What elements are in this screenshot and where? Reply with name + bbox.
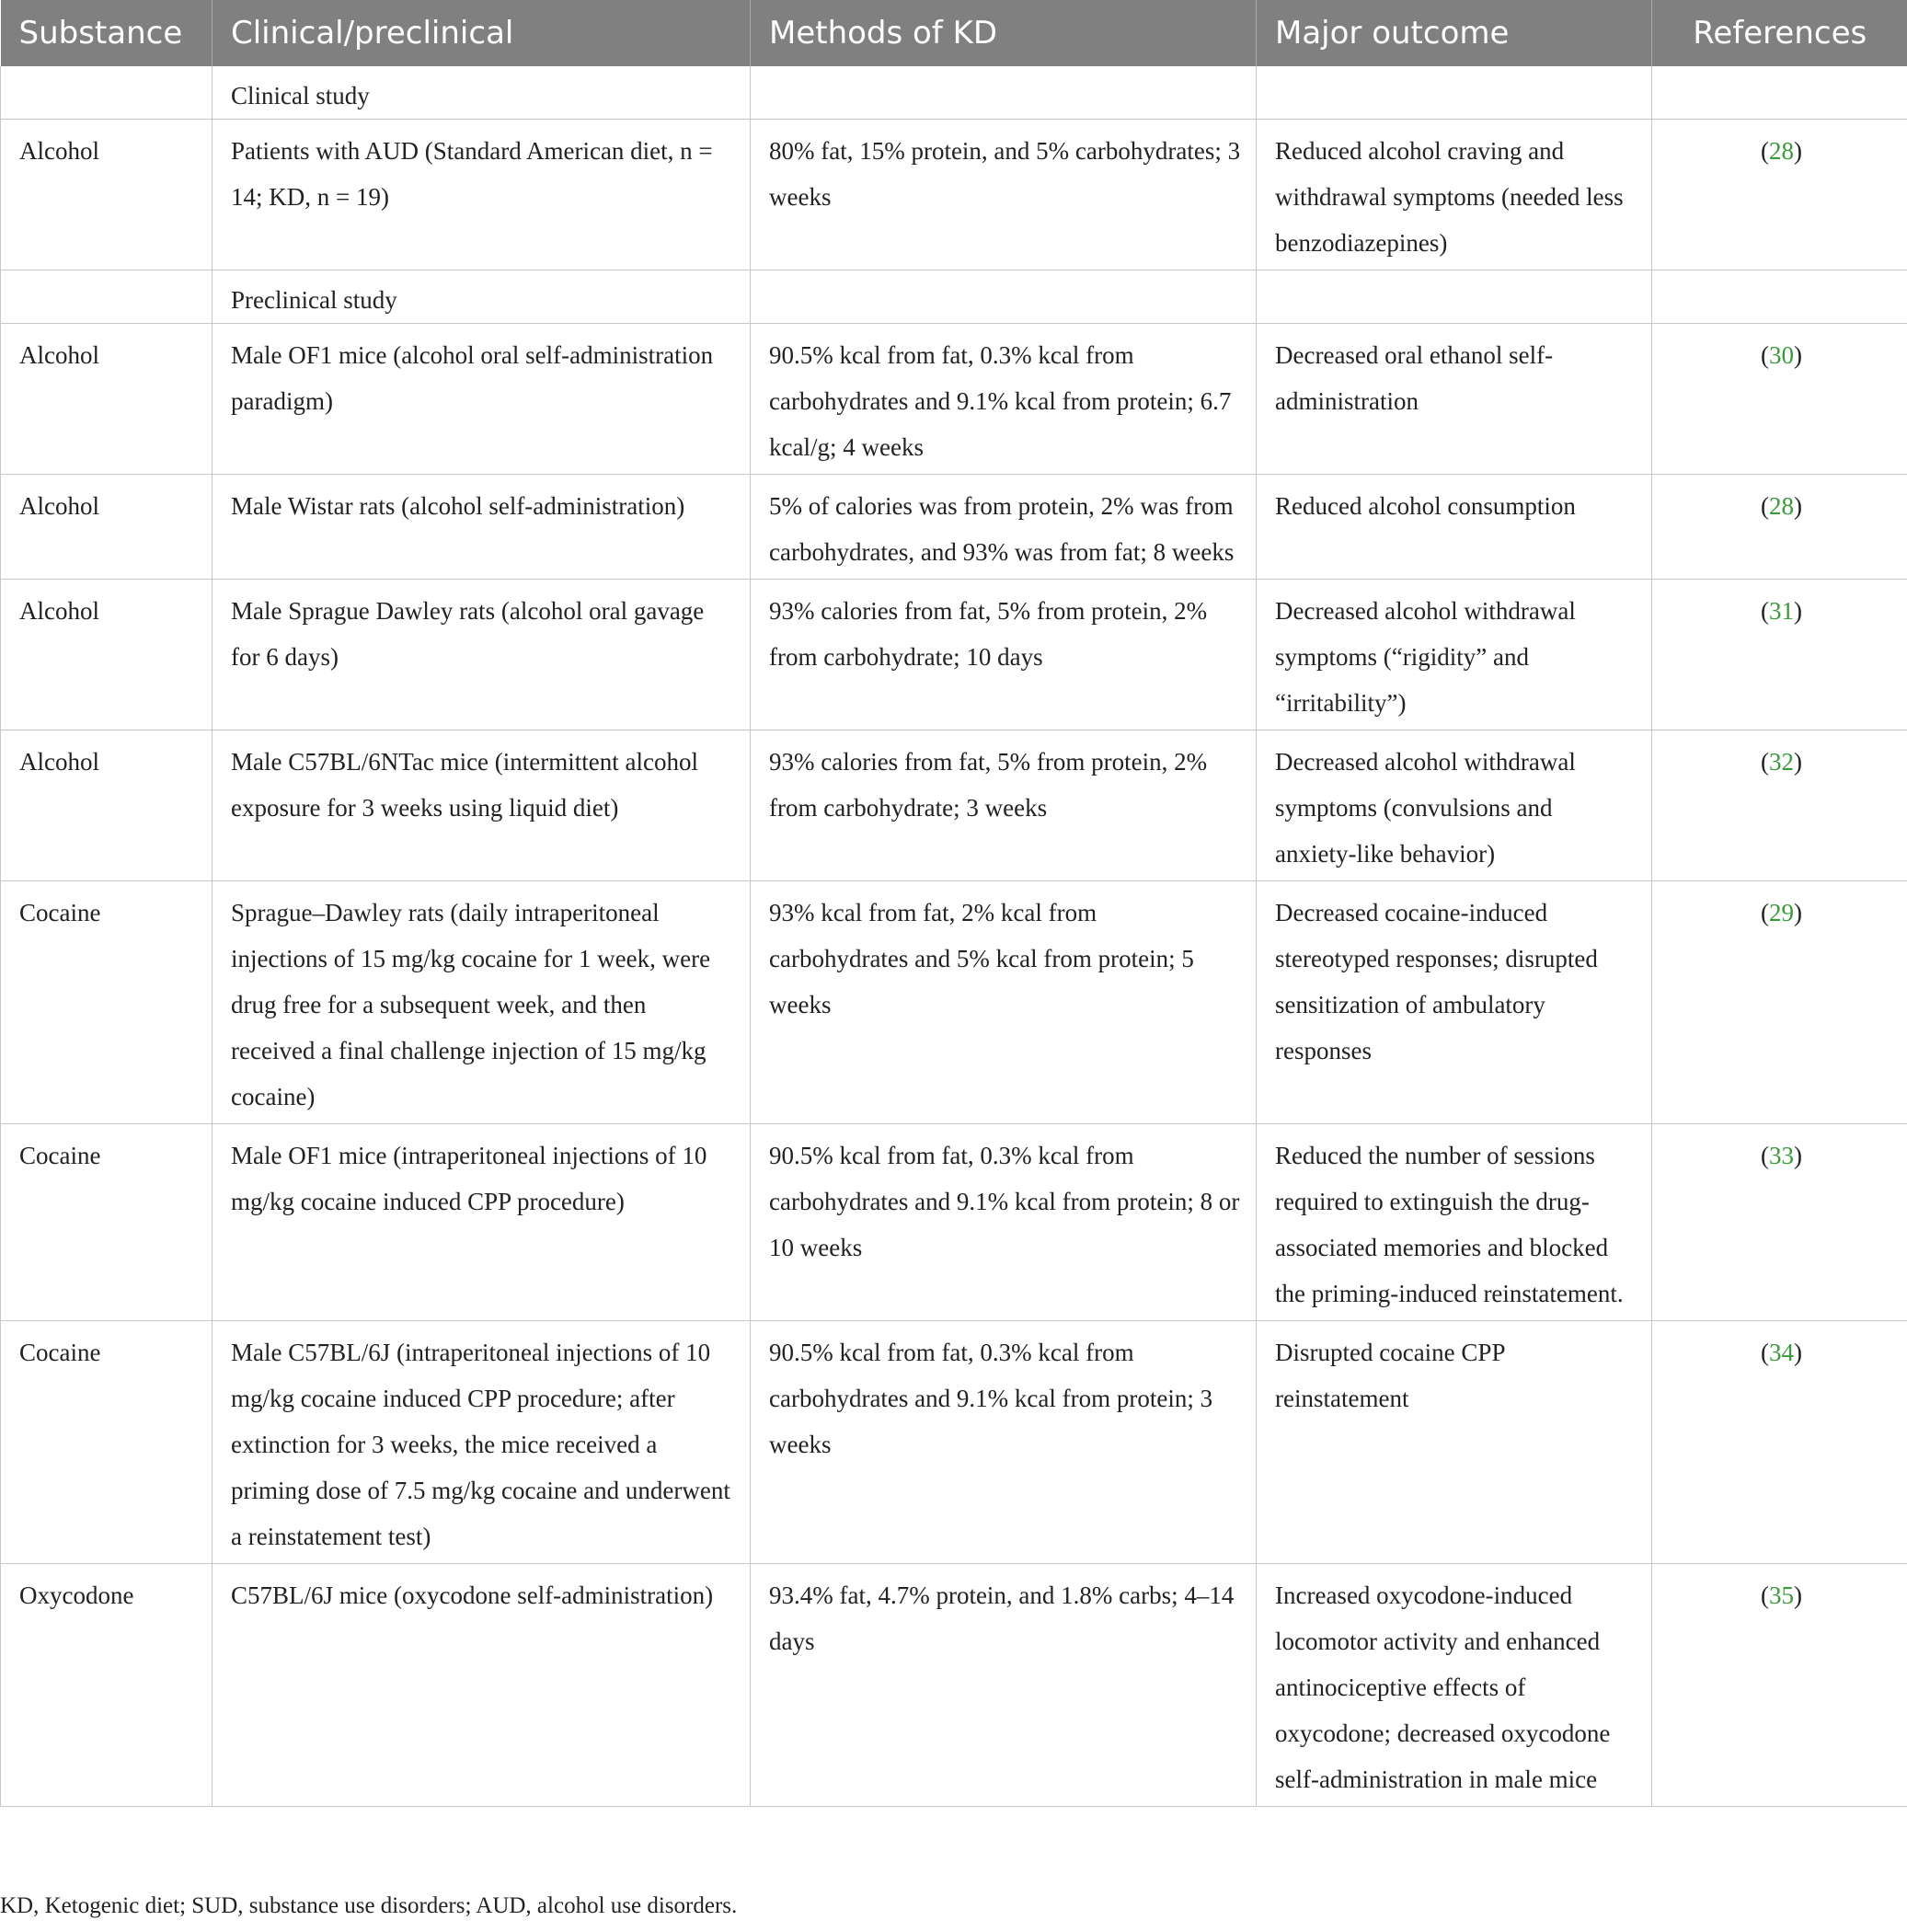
table-row bbox=[1, 324, 1907, 475]
methods-cell: 5% of calories was from protein, 2% was from carbohydrates, and 93% was from fat; 8 weeks bbox=[751, 475, 1257, 580]
methods-cell: 90.5% kcal from fat, 0.3% kcal from carbohydrates and 9.1% kcal from protein; 3 weeks bbox=[751, 1321, 1257, 1564]
study-cell: Male OF1 mice (intraperitoneal injections of 10 mg/kg cocaine induced CPP procedure) bbox=[213, 1124, 751, 1321]
header-clinical-preclinical: Clinical/preclinical bbox=[213, 0, 751, 66]
section-cell bbox=[1, 66, 213, 120]
header-major-outcome: Major outcome bbox=[1257, 0, 1652, 66]
section-cell bbox=[751, 66, 1257, 120]
section-cell bbox=[751, 270, 1257, 324]
table-row bbox=[1, 120, 1907, 270]
outcome-cell: Disrupted cocaine CPP reinstatement bbox=[1257, 1321, 1652, 1564]
header-substance: Substance bbox=[1, 0, 213, 66]
reference-link[interactable]: 35 bbox=[1769, 1581, 1794, 1609]
reference-cell: (30) bbox=[1652, 324, 1907, 475]
methods-cell: 93.4% fat, 4.7% protein, and 1.8% carbs; 4–14 days bbox=[751, 1564, 1257, 1807]
outcome-cell: Increased oxycodone-induced locomotor activity and enhanced antinociceptive effects of oxycodone; decreased oxycodone self-administration in male mice bbox=[1257, 1564, 1652, 1807]
section-cell bbox=[1652, 66, 1907, 120]
outcome-cell: Reduced alcohol consumption bbox=[1257, 475, 1652, 580]
table-footnote: KD, Ketogenic diet; SUD, substance use disorders; AUD, alcohol use disorders. bbox=[0, 1893, 738, 1918]
methods-cell: 93% kcal from fat, 2% kcal from carbohydrates and 5% kcal from protein; 5 weeks bbox=[751, 881, 1257, 1124]
section-label-preclinical: Preclinical study bbox=[213, 270, 751, 324]
study-cell: C57BL/6J mice (oxycodone self-administration) bbox=[213, 1564, 751, 1807]
outcome-cell: Decreased alcohol withdrawal symptoms (“rigidity” and “irritability”) bbox=[1257, 580, 1652, 730]
outcome-cell: Decreased oral ethanol self-administration bbox=[1257, 324, 1652, 475]
methods-cell: 90.5% kcal from fat, 0.3% kcal from carbohydrates and 9.1% kcal from protein; 6.7 kcal/g; 4 weeks bbox=[751, 324, 1257, 475]
substance-cell: Alcohol bbox=[1, 324, 213, 475]
reference-cell: (34) bbox=[1652, 1321, 1907, 1564]
reference-link[interactable]: 33 bbox=[1769, 1142, 1794, 1169]
table-row bbox=[1, 1564, 1907, 1807]
methods-cell: 93% calories from fat, 5% from protein, 2% from carbohydrate; 3 weeks bbox=[751, 730, 1257, 881]
section-cell bbox=[1257, 66, 1652, 120]
table-header-row bbox=[1, 0, 1907, 66]
substance-cell: Alcohol bbox=[1, 730, 213, 881]
substance-cell: Alcohol bbox=[1, 580, 213, 730]
reference-link[interactable]: 31 bbox=[1769, 597, 1794, 625]
reference-link[interactable]: 28 bbox=[1769, 137, 1794, 165]
reference-link[interactable]: 28 bbox=[1769, 492, 1794, 520]
reference-link[interactable]: 30 bbox=[1769, 341, 1794, 369]
section-row-preclinical bbox=[1, 270, 1907, 324]
table-row bbox=[1, 881, 1907, 1124]
section-label-clinical: Clinical study bbox=[213, 66, 751, 120]
methods-cell: 90.5% kcal from fat, 0.3% kcal from carbohydrates and 9.1% kcal from protein; 8 or 10 weeks bbox=[751, 1124, 1257, 1321]
reference-cell: (28) bbox=[1652, 120, 1907, 270]
substance-cell: Alcohol bbox=[1, 120, 213, 270]
section-cell bbox=[1257, 270, 1652, 324]
substance-cell: Oxycodone bbox=[1, 1564, 213, 1807]
reference-link[interactable]: 32 bbox=[1769, 748, 1794, 776]
table-row bbox=[1, 1321, 1907, 1564]
header-methods-of-kd: Methods of KD bbox=[751, 0, 1257, 66]
outcome-cell: Reduced alcohol craving and withdrawal symptoms (needed less benzodiazepines) bbox=[1257, 120, 1652, 270]
reference-cell: (28) bbox=[1652, 475, 1907, 580]
table-row bbox=[1, 580, 1907, 730]
table-row bbox=[1, 730, 1907, 881]
methods-cell: 80% fat, 15% protein, and 5% carbohydrates; 3 weeks bbox=[751, 120, 1257, 270]
reference-cell: (29) bbox=[1652, 881, 1907, 1124]
study-cell: Male Wistar rats (alcohol self-administration) bbox=[213, 475, 751, 580]
study-cell: Male C57BL/6J (intraperitoneal injections of 10 mg/kg cocaine induced CPP procedure; after extinction for 3 weeks, the mice received a priming dose of 7.5 mg/kg cocaine and underwent a reinstatement test) bbox=[213, 1321, 751, 1564]
reference-link[interactable]: 34 bbox=[1769, 1339, 1794, 1366]
table-row bbox=[1, 1124, 1907, 1321]
study-cell: Sprague–Dawley rats (daily intraperitoneal injections of 15 mg/kg cocaine for 1 week, were drug free for a subsequent week, and then received a final challenge injection of 15 mg/kg cocaine) bbox=[213, 881, 751, 1124]
study-cell: Patients with AUD (Standard American diet, n = 14; KD, n = 19) bbox=[213, 120, 751, 270]
methods-cell: 93% calories from fat, 5% from protein, 2% from carbohydrate; 10 days bbox=[751, 580, 1257, 730]
outcome-cell: Reduced the number of sessions required to extinguish the drug-associated memories and blocked the priming-induced reinstatement. bbox=[1257, 1124, 1652, 1321]
study-cell: Male Sprague Dawley rats (alcohol oral gavage for 6 days) bbox=[213, 580, 751, 730]
substance-cell: Alcohol bbox=[1, 475, 213, 580]
table-row bbox=[1, 475, 1907, 580]
section-cell bbox=[1652, 270, 1907, 324]
substance-cell: Cocaine bbox=[1, 1124, 213, 1321]
outcome-cell: Decreased alcohol withdrawal symptoms (convulsions and anxiety-like behavior) bbox=[1257, 730, 1652, 881]
outcome-cell: Decreased cocaine-induced stereotyped responses; disrupted sensitization of ambulatory responses bbox=[1257, 881, 1652, 1124]
section-row-clinical bbox=[1, 66, 1907, 120]
substance-cell: Cocaine bbox=[1, 881, 213, 1124]
study-cell: Male OF1 mice (alcohol oral self-administration paradigm) bbox=[213, 324, 751, 475]
reference-cell: (32) bbox=[1652, 730, 1907, 881]
study-cell: Male C57BL/6NTac mice (intermittent alcohol exposure for 3 weeks using liquid diet) bbox=[213, 730, 751, 881]
section-cell bbox=[1, 270, 213, 324]
reference-cell: (33) bbox=[1652, 1124, 1907, 1321]
header-references: References bbox=[1652, 0, 1907, 66]
reference-cell: (31) bbox=[1652, 580, 1907, 730]
substance-cell: Cocaine bbox=[1, 1321, 213, 1564]
reference-link[interactable]: 29 bbox=[1769, 899, 1794, 926]
reference-cell: (35) bbox=[1652, 1564, 1907, 1807]
